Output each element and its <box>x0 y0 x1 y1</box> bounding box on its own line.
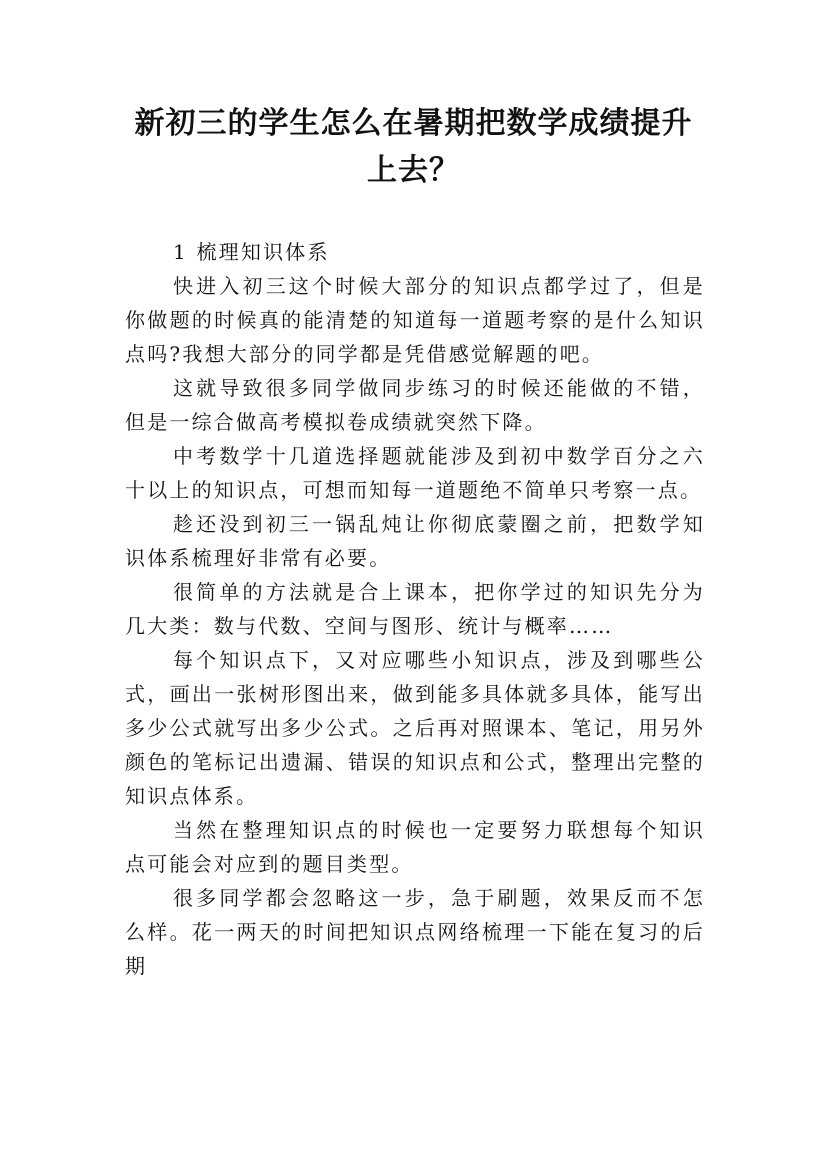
paragraph: 快进入初三这个时候大部分的知识点都学过了，但是你做题的时候真的能清楚的知道每一道题考察的是什么知识点吗?我想大部分的同学都是凭借感觉解题的吧。 <box>125 274 705 366</box>
document-title <box>100 100 727 194</box>
paragraph: 很简单的方法就是合上课本，把你学过的知识先分为几大类：数与代数、空间与图形、统计与概率…… <box>125 580 705 638</box>
document-body <box>125 235 705 983</box>
paragraph: 这就导致很多同学做同步练习的时候还能做的不错，但是一综合做高考模拟卷成绩就突然下降。 <box>125 376 705 434</box>
paragraph: 中考数学十几道选择题就能涉及到初中数学百分之六十以上的知识点，可想而知每一道题绝不简单只考察一点。 <box>125 444 705 502</box>
title-line-1: 新初三的学生怎么在暑期把数学成绩提升 <box>134 106 693 141</box>
paragraph: 当然在整理知识点的时候也一定要努力联想每个知识点可能会对应到的题目类型。 <box>125 818 705 876</box>
title-line-2: 上去？ <box>367 153 460 188</box>
paragraph: 趁还没到初三一锅乱炖让你彻底蒙圈之前，把数学知识体系梳理好非常有必要。 <box>125 512 705 570</box>
paragraph: 很多同学都会忽略这一步，急于刷题，效果反而不怎么样。花一两天的时间把知识点网络梳理一下能在复习的后期 <box>125 886 705 978</box>
section-heading: 1 梳理知识体系 <box>173 240 330 264</box>
paragraph: 每个知识点下，又对应哪些小知识点，涉及到哪些公式，画出一张树形图出来，做到能多具体就多具体，能写出多少公式就写出多少公式。之后再对照课本、笔记，用另外颜色的笔标记出遗漏、错误的知识点和公式，整理出完整的知识点体系。 <box>125 648 705 808</box>
